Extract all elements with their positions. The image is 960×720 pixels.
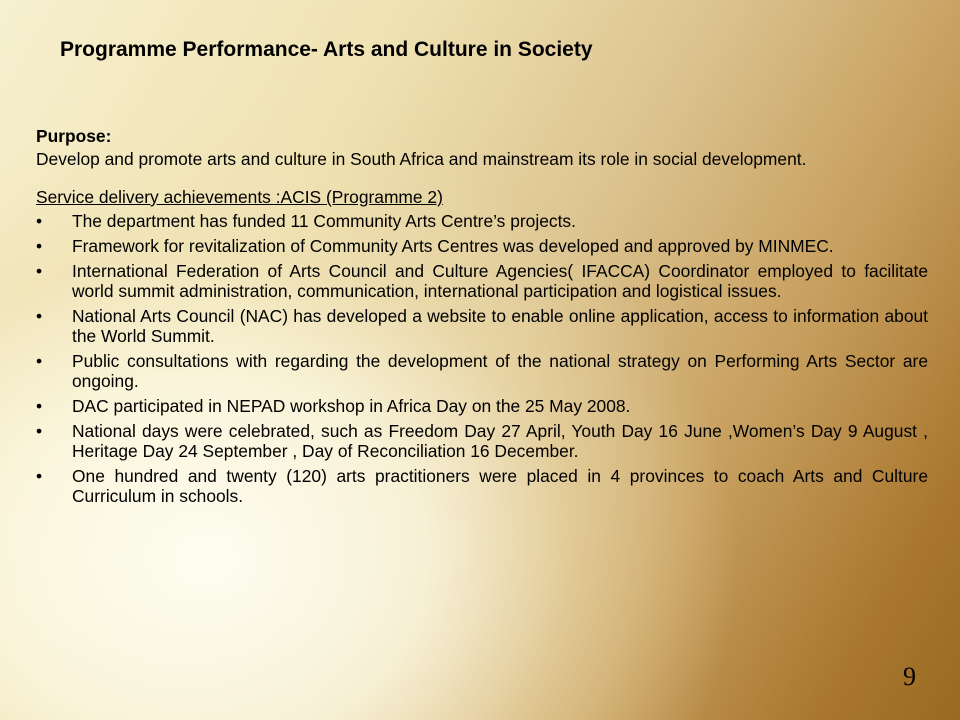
bullet-icon: • [36,306,43,326]
list-item-text: International Federation of Arts Council and Culture Agencies( IFACCA) Coordinator employed to facilitate world summit administration, communication, international participation and logistical issues. [72,261,928,301]
achievement-list [36,211,928,506]
list-item-text: Framework for revitalization of Community Arts Centres was developed and approved by MINMEC. [72,236,834,256]
bullet-icon: • [36,421,43,441]
list-item-text: One hundred and twenty (120) arts practitioners were placed in 4 provinces to coach Arts and Culture Curriculum in schools. [72,466,928,506]
purpose-heading: Purpose: [36,126,112,146]
list-item-text: Public consultations with regarding the development of the national strategy on Performing Arts Sector are ongoing. [72,351,928,391]
purpose-text: Develop and promote arts and culture in South Africa and mainstream its role in social development. [36,149,807,169]
list-item [36,306,928,346]
list-item [36,466,928,506]
list-item-text: National Arts Council (NAC) has developed a website to enable online application, access to information about the World Summit. [72,306,928,346]
list-item-text: The department has funded 11 Community Arts Centre’s projects. [72,211,576,231]
list-item-text: DAC participated in NEPAD workshop in Africa Day on the 25 May 2008. [72,396,631,416]
list-item [36,236,928,256]
page-number: 9 [903,662,916,691]
list-item [36,211,928,231]
list-item [36,351,928,391]
bullet-icon: • [36,351,43,371]
bullet-icon: • [36,396,43,416]
bullet-icon: • [36,211,43,231]
list-item [36,396,928,416]
bullet-icon: • [36,261,43,281]
list-item-text: National days were celebrated, such as Freedom Day 27 April, Youth Day 16 June ,Women’s Day 9 August , Heritage Day 24 September , Day of Reconciliation 16 December. [72,421,928,461]
slide-title: Programme Performance- Arts and Culture in Society [60,38,593,61]
slide-content [36,126,928,511]
list-item [36,261,928,301]
bullet-icon: • [36,466,43,486]
list-item [36,421,928,461]
section-heading: Service delivery achievements :ACIS (Programme 2) [36,187,443,207]
bullet-icon: • [36,236,43,256]
